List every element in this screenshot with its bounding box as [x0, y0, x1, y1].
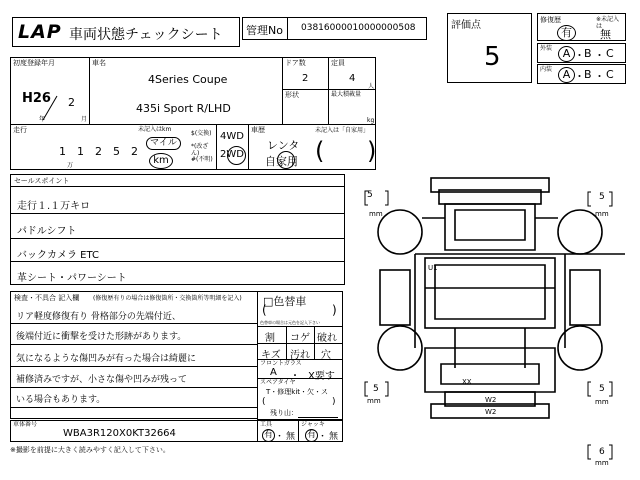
title-box	[12, 17, 240, 47]
int-dot-2: ・	[594, 70, 605, 83]
legend-scratch: キズ	[261, 350, 281, 361]
sales-point-1: 走行１.１万キロ	[17, 201, 91, 212]
inspection-line-3: 気になるような傷凹みが有った場合は綺麗に	[16, 354, 197, 364]
footer-note: ※撮影を前提に大きく読みやすく記入して下さい。	[10, 446, 170, 454]
ext-grade-c: C	[606, 47, 614, 60]
mark-w2-lower: W2	[485, 408, 497, 416]
score-box	[447, 13, 532, 83]
repair-box	[537, 13, 626, 41]
color-paren-open: (	[262, 303, 267, 317]
year-unit: 年	[39, 116, 46, 123]
usage-note: 未記入は「自家用」	[315, 127, 370, 134]
mileage-digit-5: 2	[131, 145, 138, 158]
unit-note: 未記入はkm	[138, 126, 172, 133]
repair-yes-circled: 有	[557, 25, 576, 41]
sales-point-3: バックカメラ ETC	[17, 250, 100, 261]
drive-4wd: 4WD	[220, 131, 244, 142]
mgmt-number: 03816000010000000508	[301, 23, 416, 33]
spare-paren-open: (	[262, 397, 266, 407]
mark-xx: XX	[462, 378, 472, 386]
legend-crack: 割	[265, 333, 275, 344]
vin-label: 車体番号	[13, 421, 38, 428]
mgmt-box	[242, 17, 427, 40]
reg-label: 初度登録年月	[13, 59, 55, 67]
mileage-man: 万	[67, 162, 74, 169]
mileage-digit-1: 1	[59, 145, 66, 158]
tire-fl-mm: mm	[369, 210, 383, 218]
jack-label: ジャッキ	[301, 421, 325, 428]
doors-label: ドア数	[285, 59, 306, 67]
ext-grade-b: B	[584, 47, 592, 60]
shape-label: 形状	[285, 91, 299, 99]
ext-grade-a-circled: A	[558, 46, 575, 62]
mileage-opt-unknown: #(不明)	[191, 156, 213, 163]
drive-cell	[216, 124, 249, 170]
car-name-cell	[89, 57, 283, 125]
usage-cell	[248, 124, 376, 170]
sales-point-2: パドルシフト	[17, 226, 77, 237]
color-change-note: 色替車の場合は元色を記入下さい	[260, 320, 320, 325]
legend-stain: 汚れ	[290, 350, 310, 361]
remain-line	[298, 417, 338, 418]
reg-date-cell	[10, 57, 90, 125]
exterior-grade-box	[537, 43, 626, 63]
car-model: 4Series Coupe	[148, 73, 228, 86]
glass-needs: X要す	[308, 371, 335, 382]
tire-spare-mm: mm	[595, 459, 609, 467]
reg-month: 2	[68, 96, 75, 109]
tools-box	[257, 420, 299, 442]
tire-rear-right: 5	[599, 384, 605, 394]
interior-grade-box	[537, 64, 626, 84]
capacity-cell	[328, 57, 376, 90]
legend-tear: 破れ	[317, 333, 337, 344]
jack-none: 無	[329, 432, 339, 442]
int-label: 内装	[540, 66, 553, 73]
car-grade: 435i Sport R/LHD	[136, 102, 231, 115]
usage-paren-open: (	[315, 137, 325, 165]
inspection-label: 検査・不具合 記入欄	[14, 294, 80, 302]
remain-label: 残り山：	[270, 409, 298, 417]
color-change-check: □色替車	[263, 295, 307, 308]
drive-2wd-circle	[227, 146, 246, 165]
capacity-value: 4	[349, 73, 356, 84]
jack-dot: ・	[318, 432, 328, 442]
inspection-line-5: いる場合もあります。	[16, 395, 106, 405]
mileage-digit-3: 2	[95, 145, 102, 158]
spare-tire-box	[257, 378, 343, 420]
tire-rear-left: 5	[373, 384, 379, 394]
mileage-label: 走行	[13, 126, 27, 134]
drive-2wd: 2WD	[220, 149, 244, 160]
load-unit: kg	[367, 117, 375, 124]
car-outline-svg	[355, 170, 625, 470]
tire-rr-mm: mm	[595, 398, 609, 406]
vin-value: WBA3R120X0KT32664	[63, 428, 176, 439]
tire-rl-mm: mm	[367, 397, 381, 405]
sales-label: セールスポイント	[14, 177, 70, 185]
inspection-line-2: 後端付近に衝撃を受けた形跡があります。	[16, 332, 187, 342]
tools-has-circled: 有	[263, 430, 273, 440]
mile-option: マイル	[146, 137, 181, 150]
usage-rental: レンタ	[267, 139, 300, 152]
usage-paren-close: )	[367, 137, 377, 165]
mark-w2-upper: W2	[485, 396, 497, 404]
inspection-label-note: (修復歴有りの場合は修復箇所・交換箇所等明細を記入)	[93, 295, 242, 302]
glass-dot: ・	[290, 371, 300, 382]
legend-hole: 穴	[321, 350, 331, 361]
inspection-line-4: 補修済みですが、小さな傷や凹みが残って	[16, 375, 188, 385]
jack-box	[298, 420, 343, 442]
int-grade-a-circled: A	[558, 67, 575, 83]
mgmt-label: 管理No	[246, 24, 283, 37]
mileage-digit-2: 1	[77, 145, 84, 158]
era-year: H26	[22, 91, 51, 106]
glass-a: A	[270, 367, 277, 378]
ext-dot-1: ・	[574, 49, 585, 62]
color-change-box	[257, 291, 343, 327]
load-cell	[328, 89, 376, 125]
tools-none: 無	[286, 432, 296, 442]
spare-label: スペアタイヤ	[260, 379, 296, 386]
mileage-digit-4: 5	[113, 145, 120, 158]
km-circled: km	[149, 153, 173, 169]
damage-legend-table	[257, 326, 343, 360]
tire-front-left: 5	[367, 190, 373, 200]
shape-cell	[282, 89, 329, 125]
mileage-cell	[10, 124, 217, 170]
usage-private: 自家用	[265, 155, 298, 168]
tools-dot: ・	[275, 432, 285, 442]
repair-none: 無	[600, 28, 611, 41]
tire-front-right: 5	[599, 192, 605, 202]
capacity-label: 定員	[331, 59, 345, 67]
tire-spare: 6	[599, 447, 605, 457]
vin-box	[10, 420, 258, 442]
repair-label: 修復歴	[540, 16, 561, 24]
tire-fr-mm: mm	[595, 210, 609, 218]
spare-options: T・修理kit・欠・ス	[266, 388, 329, 396]
load-label: 最大積載量	[331, 91, 362, 98]
score-value: 5	[484, 42, 501, 72]
page-title: 車両状態チェックシート	[69, 27, 223, 43]
int-grade-c: C	[606, 68, 614, 81]
glass-box	[257, 359, 343, 382]
int-dot-1: ・	[574, 70, 585, 83]
capacity-unit: 人	[368, 83, 375, 90]
legend-burn: コゲ	[290, 333, 310, 344]
repair-note: ※未記入は	[596, 16, 620, 30]
sales-points-box	[10, 174, 345, 285]
tools-label: 工具	[260, 421, 273, 428]
usage-private-circle	[277, 151, 295, 169]
spare-paren-close: )	[332, 397, 336, 407]
doors-value: 2	[302, 73, 309, 84]
name-label: 車名	[92, 59, 106, 67]
mileage-opt-tamper: *(改ざん)	[191, 143, 209, 157]
inspection-box	[10, 291, 258, 419]
mileage-opt-exchange: $(交換)	[191, 130, 212, 137]
color-paren-close: )	[332, 303, 337, 317]
inspection-line-1: リア軽度修復有り 骨格部分の先端付近、	[16, 312, 181, 322]
glass-label: フロントガラス	[260, 360, 302, 367]
ext-dot-2: ・	[594, 49, 605, 62]
month-unit: 月	[81, 116, 88, 123]
ext-label: 外装	[540, 45, 553, 52]
mark-u1: U1	[428, 264, 438, 272]
doors-cell	[282, 57, 329, 90]
score-label: 評価点	[451, 20, 481, 31]
usage-label: 車歴	[251, 126, 265, 134]
jack-has-circled: 有	[306, 430, 316, 440]
car-diagram	[355, 170, 625, 470]
int-grade-b: B	[584, 68, 592, 81]
sales-point-4: 革シート・パワーシート	[17, 273, 127, 284]
lap-logo: LAP	[18, 21, 62, 43]
